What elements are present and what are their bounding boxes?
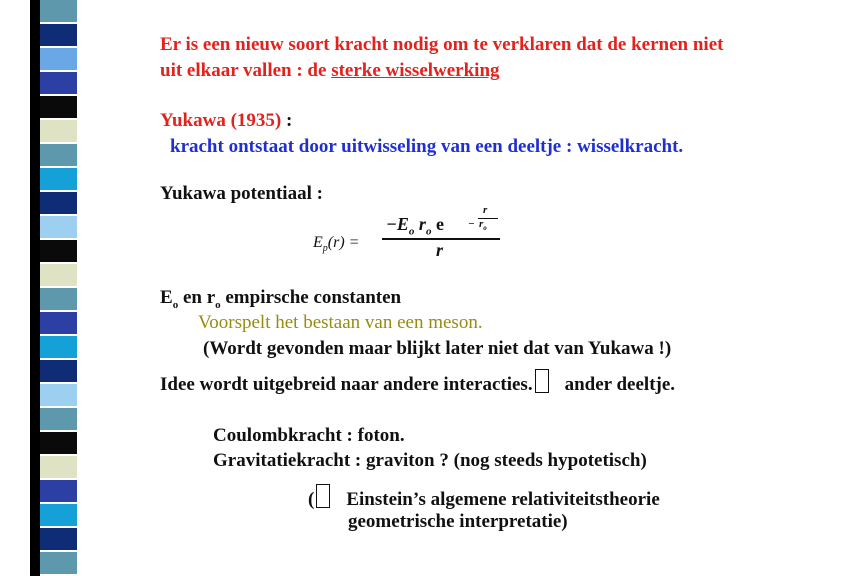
formula-num-r-sub: o	[425, 225, 432, 238]
formula-lhs-sub: p	[322, 243, 328, 255]
formula-lhs	[313, 234, 359, 254]
strong-interaction-term: sterke wisselwerking	[331, 60, 500, 81]
einstein-line	[308, 484, 660, 511]
stripe-cell	[40, 288, 77, 310]
coulomb-line: Coulombkracht : foton.	[213, 425, 405, 446]
stripe-cell	[40, 384, 77, 406]
stripe-cell	[40, 0, 77, 22]
stripe-cell	[40, 504, 77, 526]
yukawa-potential-label: Yukawa potentiaal :	[160, 183, 323, 204]
gravitation-line: Gravitatiekracht : graviton ? (nog steeds hypotetisch)	[213, 450, 647, 471]
intro-line-2-text: uit elkaar vallen : de	[160, 60, 332, 81]
stripe-cell	[40, 312, 77, 334]
stripe-cell	[40, 264, 77, 286]
stripe-cell	[40, 336, 77, 358]
einstein-text: Einstein’s algemene relativiteitstheorie	[346, 489, 660, 510]
formula-numerator	[386, 214, 444, 238]
stripe-cell	[40, 240, 77, 262]
stripe-cell	[40, 480, 77, 502]
stripe-cell	[40, 144, 77, 166]
stripe-cell	[40, 456, 77, 478]
formula-num-r: r	[418, 214, 426, 234]
formula-exp-minus: −	[468, 218, 475, 230]
formula-exp-num: r	[483, 204, 488, 216]
stripe-cell	[40, 432, 77, 454]
constants-e: E	[160, 287, 173, 308]
stripe-cell	[40, 360, 77, 382]
idea-extended-line	[160, 369, 675, 396]
stripe-cell	[40, 168, 77, 190]
stripe-cell	[40, 24, 77, 46]
constants-r: en r	[178, 287, 216, 308]
stripe-cell	[40, 528, 77, 550]
formula-exp-den-r: r	[479, 218, 484, 230]
einstein-paren: (	[308, 489, 315, 510]
missing-glyph-icon-2	[316, 484, 330, 508]
intro-line-2	[160, 60, 500, 82]
yukawa-heading-name: Yukawa (1935)	[160, 110, 282, 131]
stripe-cell	[40, 72, 77, 94]
formula-lhs-arg: (r) =	[327, 234, 360, 251]
decorative-stripe	[0, 0, 78, 576]
stripe-cell	[40, 216, 77, 238]
formula-num-sub: o	[408, 225, 415, 238]
formula-denominator: r	[436, 240, 444, 260]
stripe-cell	[40, 552, 77, 574]
found-later-note: (Wordt gevonden maar blijkt later niet dat van Yukawa !)	[203, 338, 672, 359]
constants-text: empirsche constanten	[220, 287, 402, 308]
intro-line-1: Er is een nieuw soort kracht nodig om te verklaren dat de kernen niet	[160, 34, 724, 55]
idea-extended-text: Idee wordt uitgebreid naar andere interacties.	[160, 374, 533, 395]
formula-num-e: −E	[386, 214, 409, 234]
formula-exp-den	[479, 218, 487, 232]
exchange-force-line: kracht ontstaat door uitwisseling van een deeltje : wisselkracht.	[170, 136, 684, 157]
stripe-edge	[30, 0, 40, 576]
formula-lhs-e: E	[313, 234, 323, 251]
stripe-cell	[40, 408, 77, 430]
yukawa-heading-colon: :	[281, 110, 293, 131]
formula-num-exp-base: e	[435, 214, 444, 234]
constants-line	[160, 287, 401, 311]
stripe-cell	[40, 120, 77, 142]
meson-prediction: Voorspelt het bestaan van een meson.	[198, 312, 483, 333]
geometric-interpretation-line: geometrische interpretatie)	[348, 511, 568, 532]
missing-glyph-icon	[535, 369, 549, 393]
stripe-cell	[40, 96, 77, 118]
formula-exp-den-sub: o	[483, 224, 487, 233]
constants-r-sub: o	[215, 298, 221, 311]
yukawa-heading	[160, 110, 292, 132]
stripe-cell	[40, 48, 77, 70]
stripe-cell	[40, 192, 77, 214]
constants-e-sub: o	[172, 298, 179, 311]
other-particle-text: ander deeltje.	[564, 374, 676, 395]
